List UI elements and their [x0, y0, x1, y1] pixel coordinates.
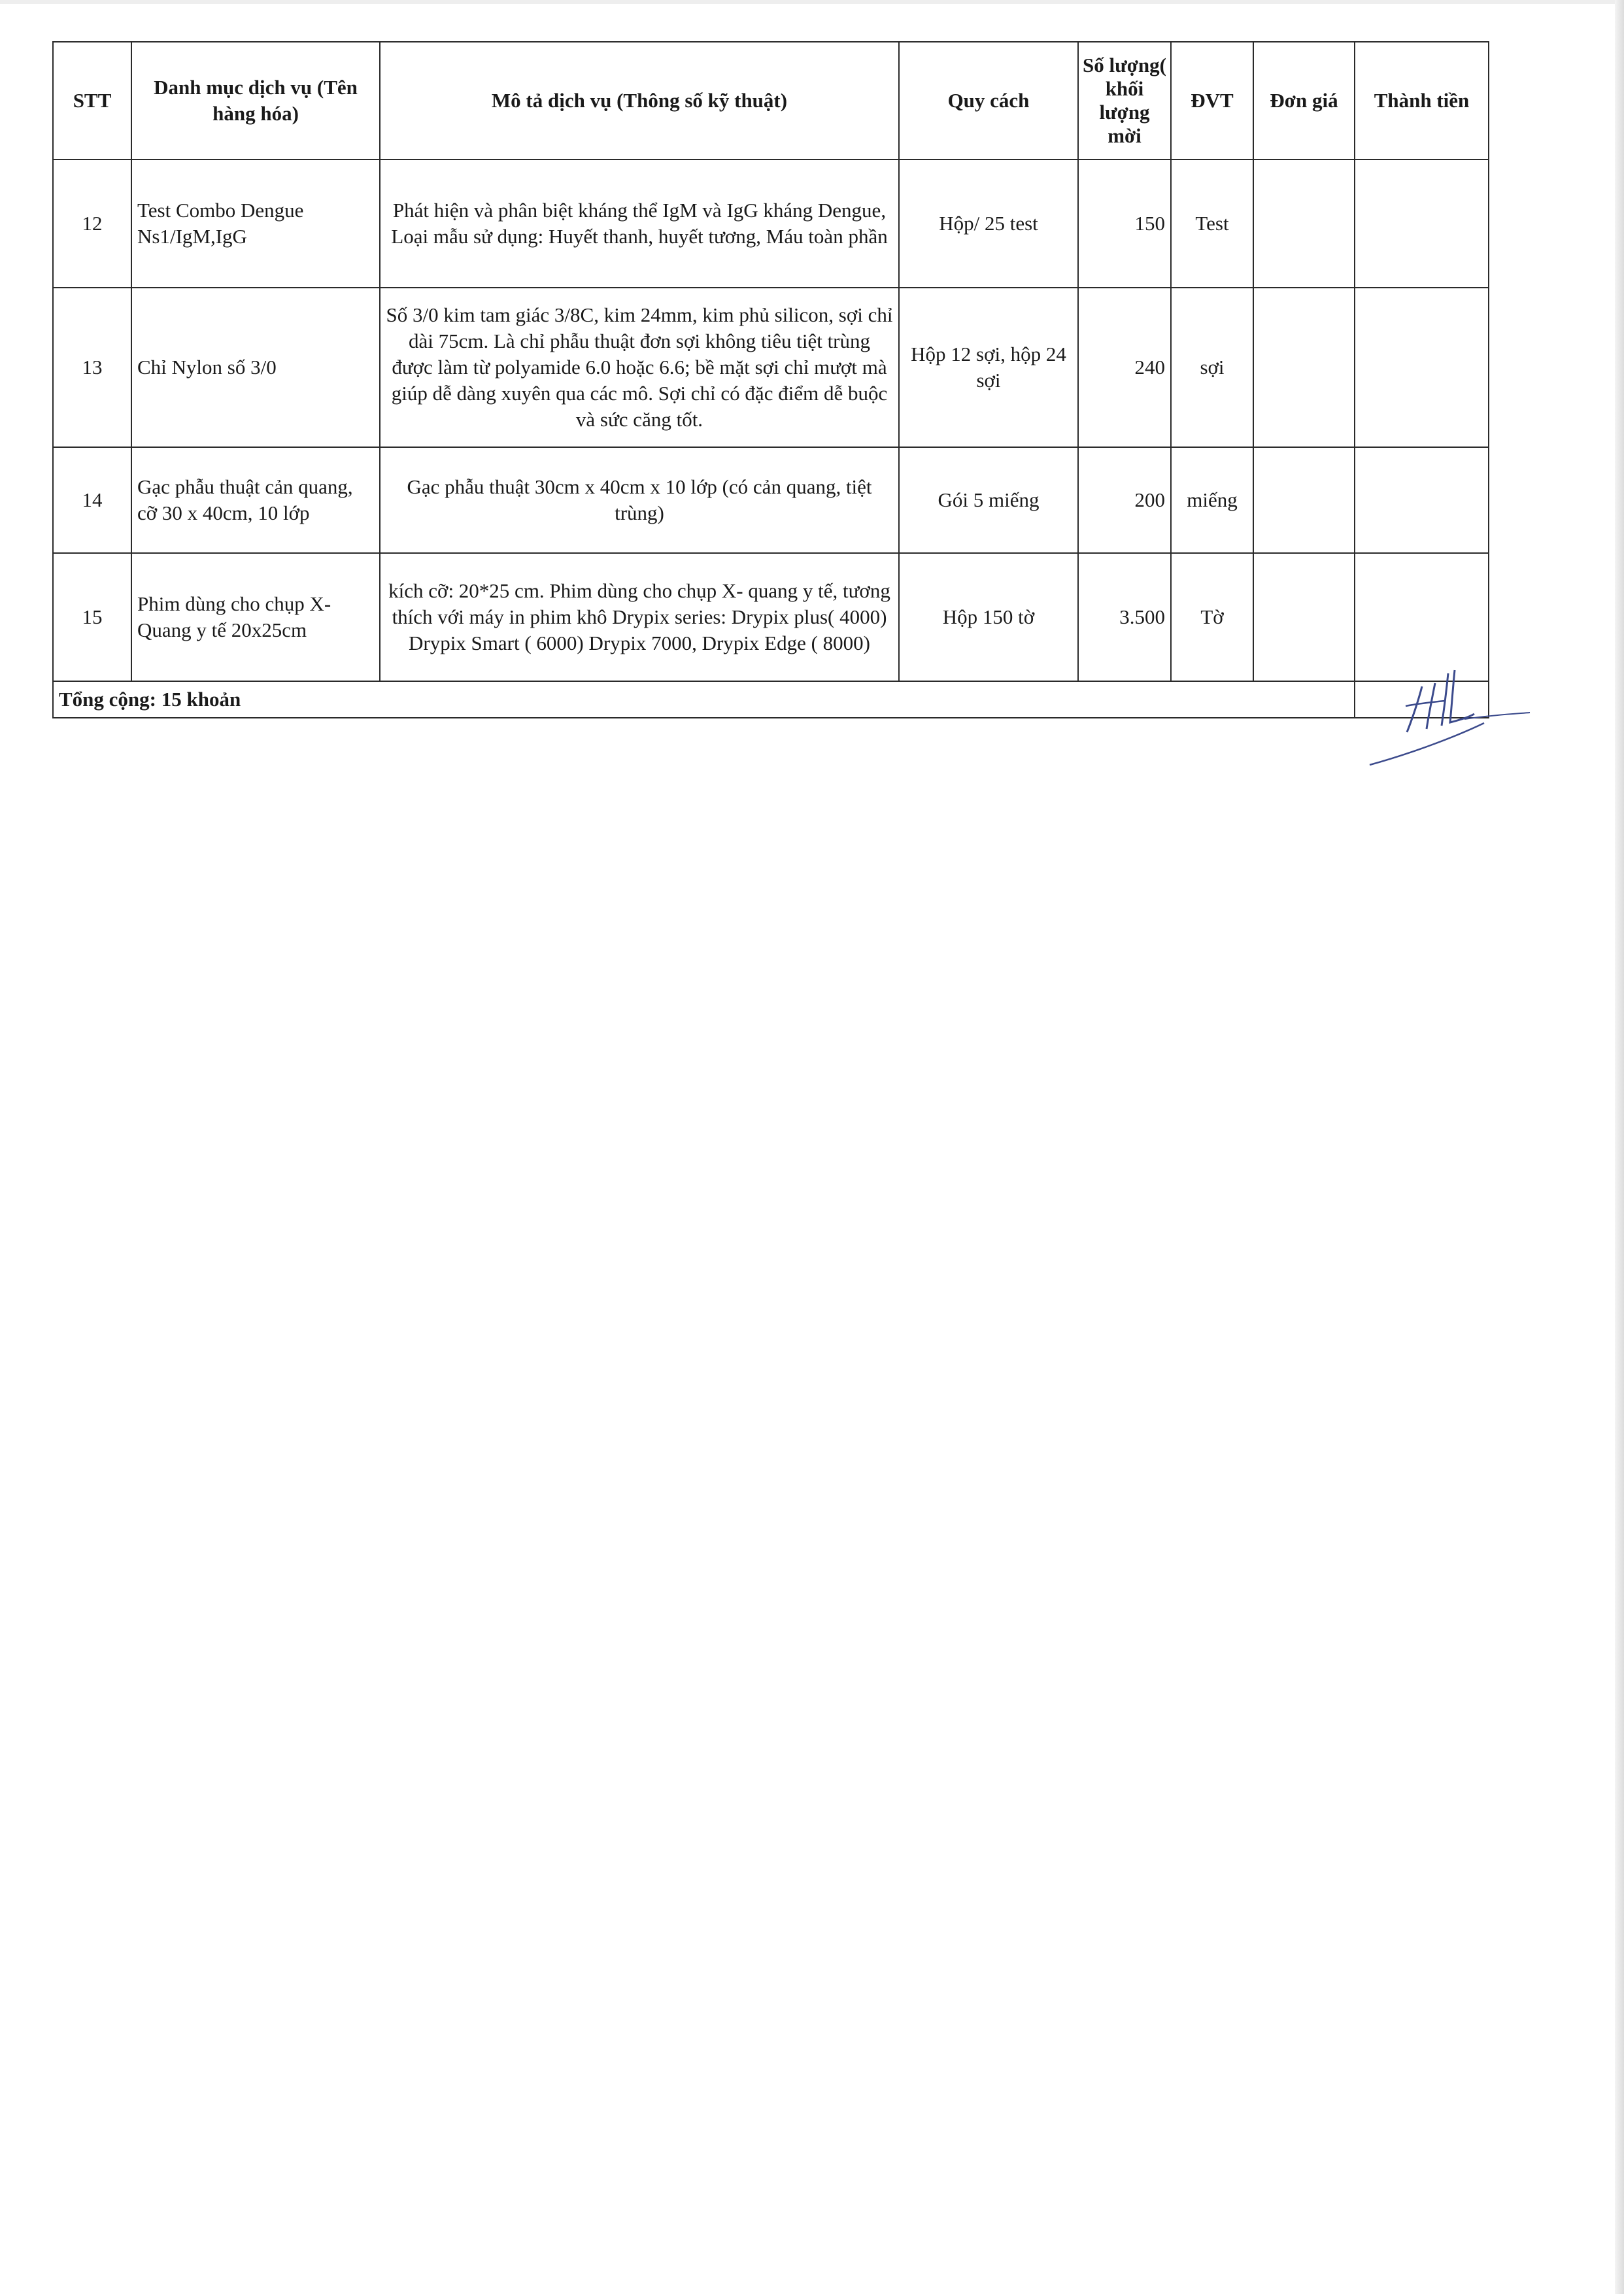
cell-total [1355, 160, 1489, 288]
cell-total [1355, 447, 1489, 553]
cell-name: Chỉ Nylon số 3/0 [131, 288, 380, 447]
cell-unit-price [1253, 553, 1355, 681]
cell-unit: Test [1171, 160, 1253, 288]
header-total: Thành tiền [1355, 42, 1489, 160]
cell-stt: 13 [53, 288, 131, 447]
cell-unit-price [1253, 447, 1355, 553]
cell-total [1355, 288, 1489, 447]
cell-description: Số 3/0 kim tam giác 3/8C, kim 24mm, kim phủ silicon, sợi chỉ dài 75cm. Là chỉ phẫu thuật đơn sợi không tiêu tiệt trùng được làm từ polyamide 6.0 hoặc 6.6; bề mặt sợi chỉ mượt mà giúp dễ dàng xuyên qua các mô. Sợi chỉ có đặc điểm dễ buộc và sức căng tốt. [380, 288, 899, 447]
cell-quantity: 240 [1078, 288, 1171, 447]
cell-unit: Tờ [1171, 553, 1253, 681]
header-stt: STT [53, 42, 131, 160]
cell-description: Phát hiện và phân biệt kháng thể IgM và IgG kháng Dengue, Loại mẫu sử dụng: Huyết thanh, huyết tương, Máu toàn phần [380, 160, 899, 288]
scan-right-edge [1615, 0, 1624, 2294]
cell-unit-price [1253, 288, 1355, 447]
header-quantity-text: Số lượng( khối lượng mời [1083, 54, 1166, 147]
table-row [53, 447, 1489, 553]
cell-description: kích cỡ: 20*25 cm. Phim dùng cho chụp X- quang y tế, tương thích với máy in phim khô Drypix series: Drypix plus( 4000) Drypix Smart ( 6000) Drypix 7000, Drypix Edge ( 8000) [380, 553, 899, 681]
cell-name: Gạc phẫu thuật cản quang, cỡ 30 x 40cm, 10 lớp [131, 447, 380, 553]
cell-spec: Hộp 150 tờ [899, 553, 1078, 681]
header-unit: ĐVT [1171, 42, 1253, 160]
cell-stt: 14 [53, 447, 131, 553]
cell-unit: sợi [1171, 288, 1253, 447]
scan-top-edge [0, 0, 1624, 4]
table-row [53, 288, 1489, 447]
cell-unit-price [1253, 160, 1355, 288]
cell-description: Gạc phẫu thuật 30cm x 40cm x 10 lớp (có cản quang, tiệt trùng) [380, 447, 899, 553]
cell-quantity: 200 [1078, 447, 1171, 553]
cell-spec: Hộp/ 25 test [899, 160, 1078, 288]
cell-unit: miếng [1171, 447, 1253, 553]
header-spec: Quy cách [899, 42, 1078, 160]
cell-name: Phim dùng cho chụp X-Quang y tế 20x25cm [131, 553, 380, 681]
cell-stt: 12 [53, 160, 131, 288]
goods-table [52, 41, 1489, 718]
total-label: Tổng cộng: 15 khoản [53, 681, 1355, 718]
signature-icon [1366, 660, 1536, 771]
cell-name: Test Combo Dengue Ns1/IgM,IgG [131, 160, 380, 288]
cell-spec: Gói 5 miếng [899, 447, 1078, 553]
cell-quantity: 3.500 [1078, 553, 1171, 681]
cell-spec: Hộp 12 sợi, hộp 24 sợi [899, 288, 1078, 447]
header-quantity [1078, 42, 1171, 160]
header-description: Mô tả dịch vụ (Thông số kỹ thuật) [380, 42, 899, 160]
table-row [53, 160, 1489, 288]
table-row [53, 553, 1489, 681]
cell-stt: 15 [53, 553, 131, 681]
cell-quantity: 150 [1078, 160, 1171, 288]
table-header-row [53, 42, 1489, 160]
header-unit-price: Đơn giá [1253, 42, 1355, 160]
table-total-row [53, 681, 1489, 718]
header-name: Danh mục dịch vụ (Tên hàng hóa) [131, 42, 380, 160]
